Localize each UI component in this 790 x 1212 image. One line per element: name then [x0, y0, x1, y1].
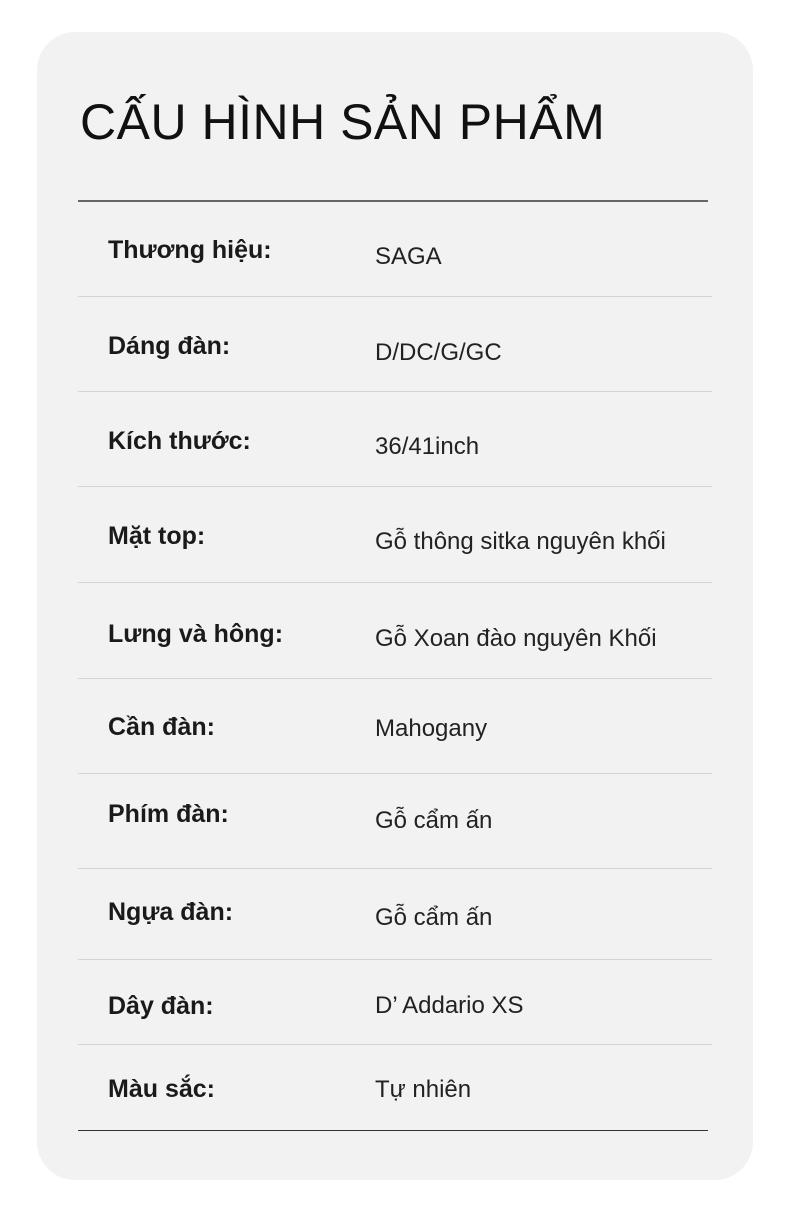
spec-label: Ngựa đàn:: [108, 898, 234, 926]
spec-value: Gỗ Xoan đào nguyên Khối: [375, 625, 657, 652]
spec-row-neck: [78, 679, 712, 774]
spec-row-color: [78, 1045, 712, 1137]
spec-label: Cần đàn:: [108, 713, 215, 741]
spec-row-strings: [78, 960, 712, 1045]
spec-value: Gỗ cẩm ấn: [375, 807, 493, 834]
spec-label: Lưng và hông:: [108, 620, 284, 648]
spec-value: Mahogany: [375, 715, 488, 742]
spec-row-bridge: [78, 869, 712, 960]
spec-label: Mặt top:: [108, 522, 206, 550]
page-title: CẤU HÌNH SẢN PHẨM: [80, 94, 606, 150]
spec-row-brand: [78, 202, 712, 297]
spec-value: 36/41inch: [375, 433, 480, 460]
spec-label: Màu sắc:: [108, 1075, 215, 1103]
spec-label: Thương hiệu:: [108, 236, 272, 264]
spec-value: SAGA: [375, 243, 442, 270]
spec-value: Tự nhiên: [375, 1076, 472, 1103]
spec-row-back-sides: [78, 583, 712, 679]
spec-label: Dáng đàn:: [108, 332, 231, 360]
bottom-divider: [78, 1130, 708, 1131]
spec-row-body-shape: [78, 297, 712, 392]
spec-row-top: [78, 487, 712, 583]
spec-row-fretboard: [78, 774, 712, 869]
spec-label: Kích thước:: [108, 427, 251, 455]
spec-value: Gỗ cẩm ấn: [375, 904, 493, 931]
spec-value: D/DC/G/GC: [375, 339, 502, 366]
spec-table: [78, 202, 712, 1137]
spec-label: Phím đàn:: [108, 800, 229, 828]
spec-row-size: [78, 392, 712, 487]
spec-label: Dây đàn:: [108, 992, 214, 1020]
spec-value: Gỗ thông sitka nguyên khối: [375, 528, 666, 555]
spec-value: D’ Addario XS: [375, 992, 524, 1019]
